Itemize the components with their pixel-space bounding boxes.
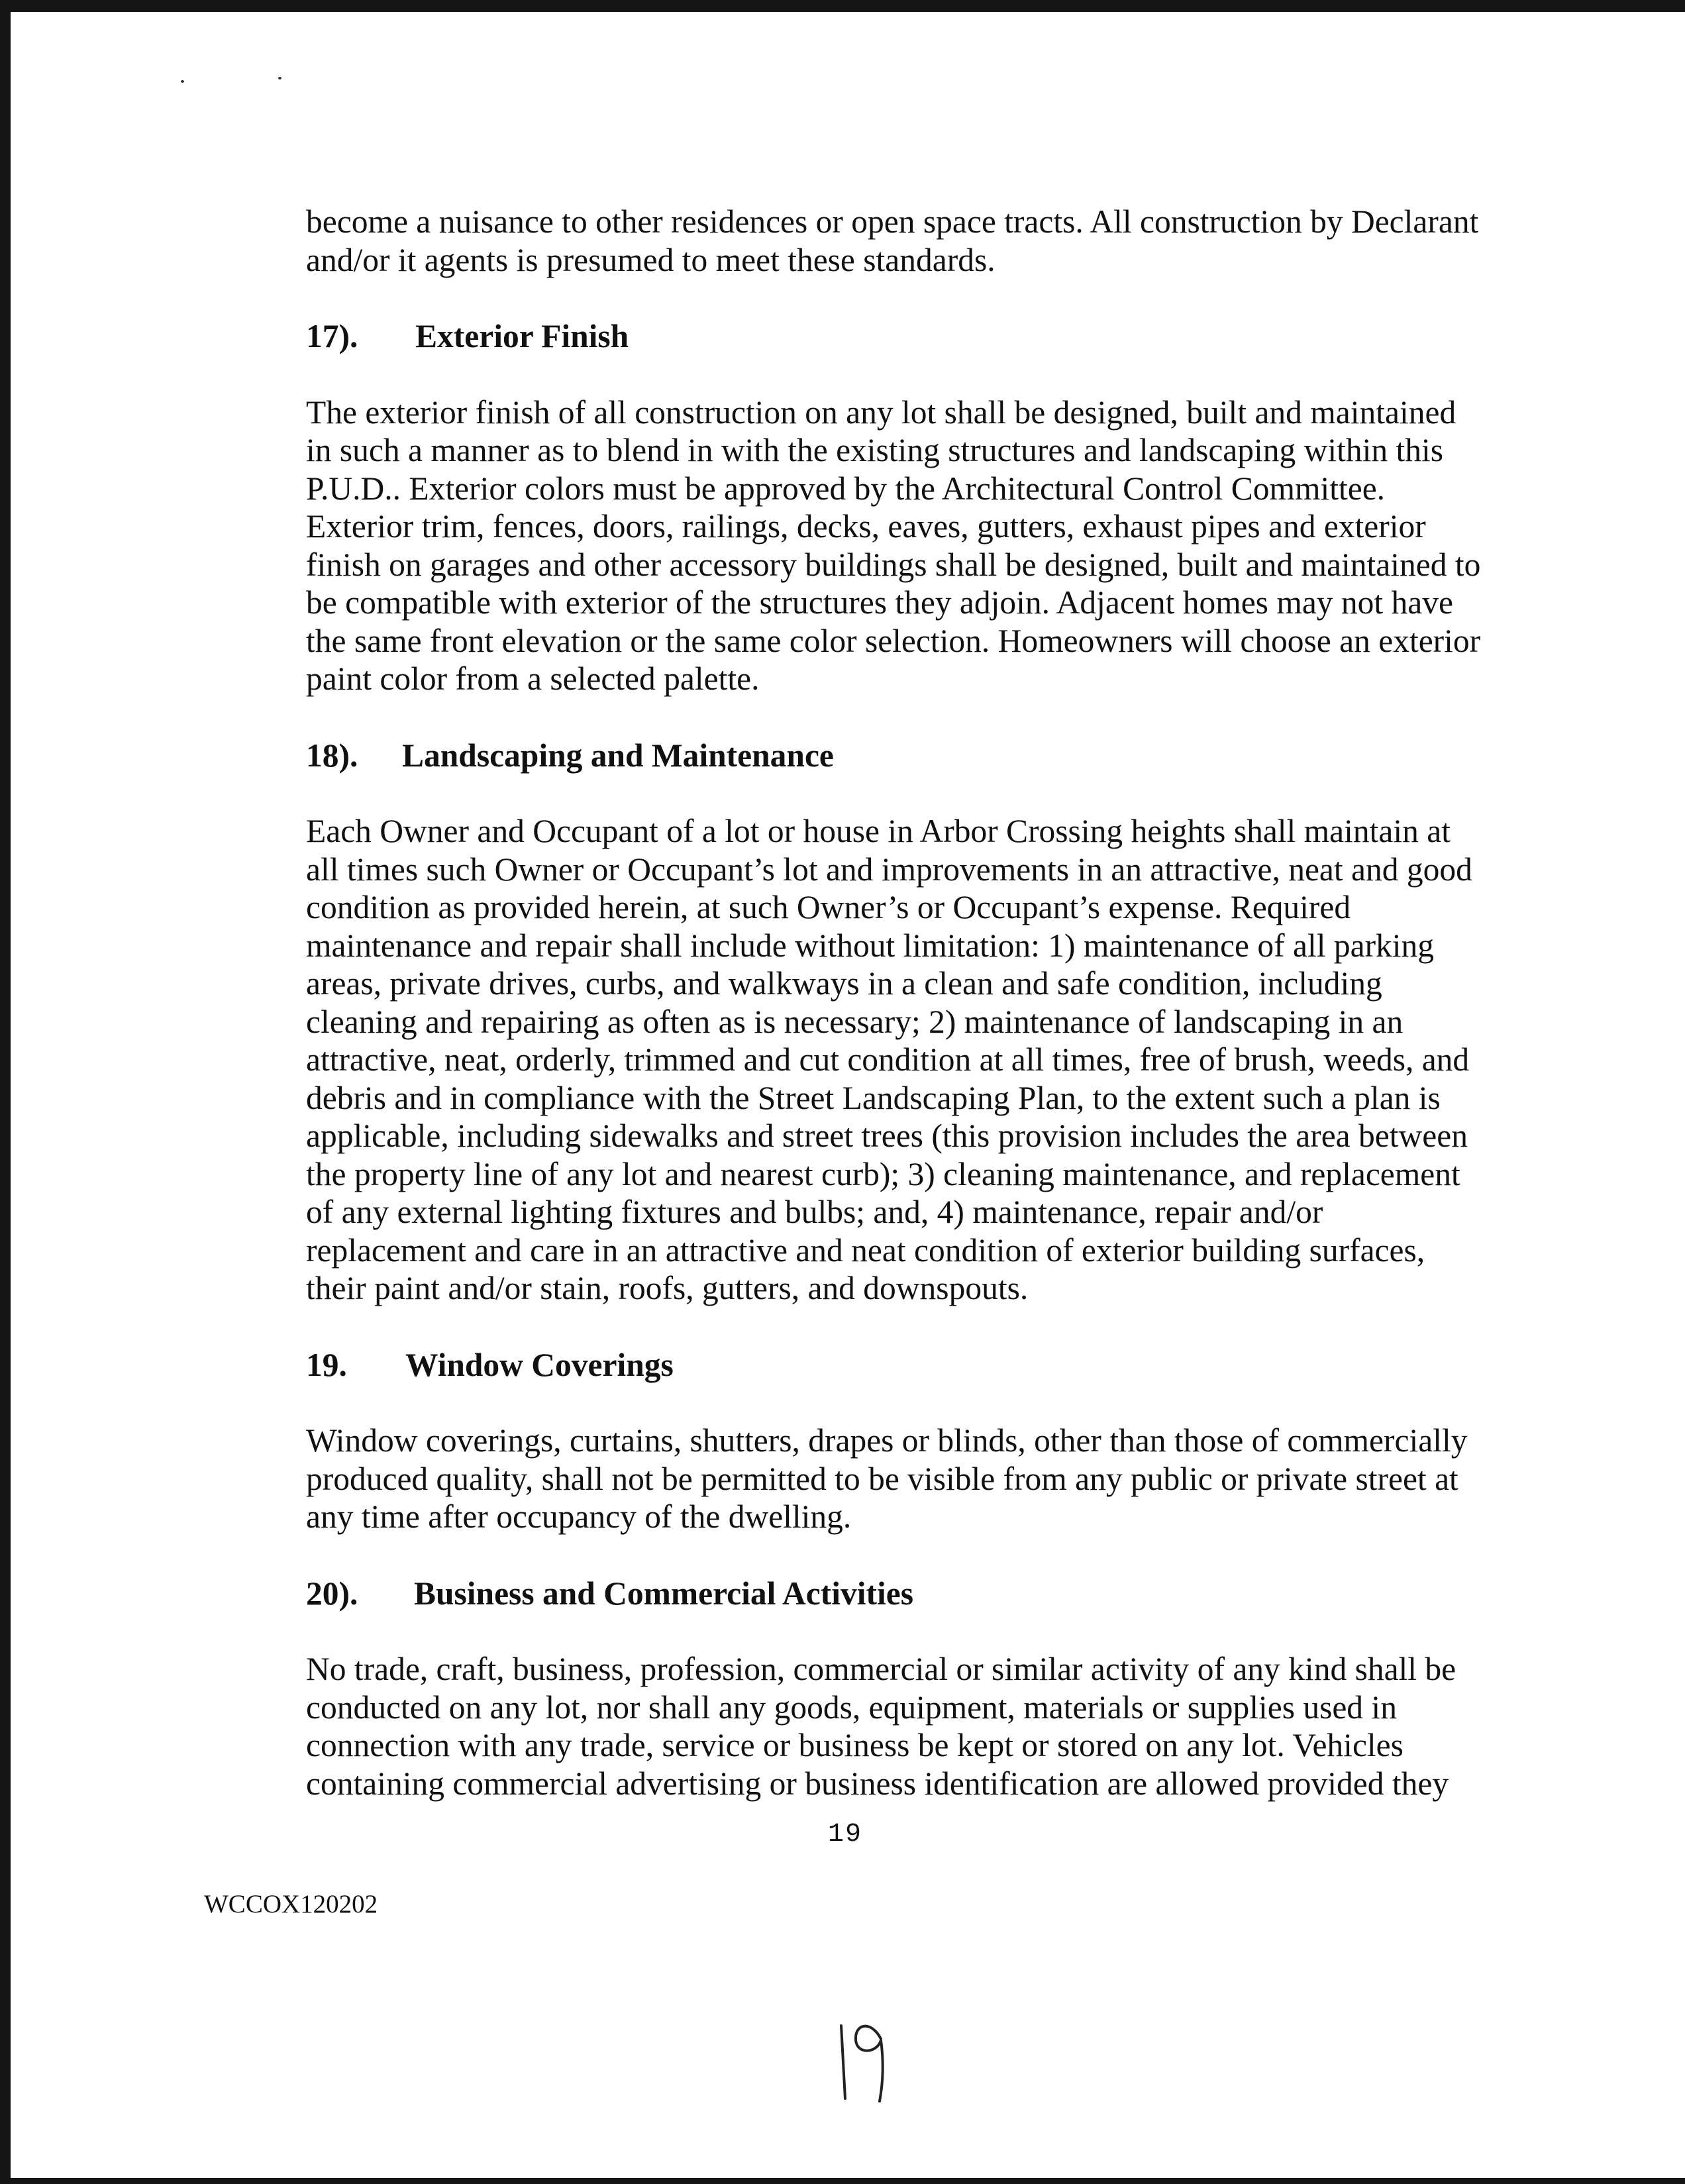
section-18-number: 18). xyxy=(306,737,358,774)
section-19-heading xyxy=(306,1346,1505,1384)
document-body xyxy=(306,203,1505,1802)
section-19-number: 19. xyxy=(306,1346,347,1383)
section-17-heading xyxy=(306,317,1505,356)
section-20-title: Business and Commercial Activities xyxy=(414,1575,913,1612)
scan-speck xyxy=(181,80,184,83)
scan-border-left xyxy=(0,0,11,2184)
section-19-body: Window coverings, curtains, shutters, drapes or blinds, other than those of commercially produced quality, shall not be permitted to be visible from any public or private street at any time after occupancy of the dwelling. xyxy=(306,1422,1468,1535)
section-18-heading xyxy=(306,737,1505,775)
section-20-heading xyxy=(306,1575,1505,1613)
scan-border-top xyxy=(0,0,1685,12)
page-number: 19 xyxy=(828,1820,863,1849)
intro-paragraph: become a nuisance to other residences or open space tracts. All construction by Declarant and/or it agents is presumed to meet these standards. xyxy=(306,203,1479,278)
section-20-body: No trade, craft, business, profession, commercial or similar activity of any kind shall be conducted on any lot, nor shall any goods, equipment, materials or supplies used in connection with any trade, service or business be kept or stored on any lot. Vehicles containing commercial advertising or business identification are allowed provided they xyxy=(306,1651,1456,1802)
scan-speck xyxy=(278,77,281,79)
section-17-title: Exterior Finish xyxy=(415,318,629,354)
section-19-title: Window Coverings xyxy=(405,1346,674,1383)
scan-border-bottom xyxy=(0,2178,1685,2184)
section-18-body: Each Owner and Occupant of a lot or house in Arbor Crossing heights shall maintain at all times such Owner or Occupant’s lot and improvements in an attractive, neat and good condition as provided herein, at such Owner’s or Occupant’s expense. Required maintenance and repair shall include without limitation: 1) maintenance of all parking areas, private drives, curbs, and walkways in a clean and safe condition, including cleaning and repairing as often as is necessary; 2) maintenance of landscaping in an attractive, neat, orderly, trimmed and cut condition at all times, free of brush, weeds, and debris and in compliance with the Street Landscaping Plan, to the extent such a plan is applicable, including sidewalks and street trees (this provision includes the area between the property line of any lot and nearest curb); 3) cleaning maintenance, and replacement of any external lighting fixtures and bulbs; and, 4) maintenance, repair and/or replacement and care in an attractive and neat condition of exterior building surfaces, their paint and/or stain, roofs, gutters, and downspouts. xyxy=(306,813,1472,1306)
document-id: WCCOX120202 xyxy=(204,1890,378,1918)
section-18-title: Landscaping and Maintenance xyxy=(402,737,834,774)
section-17-body: The exterior finish of all construction on any lot shall be designed, built and maintained in such a manner as to blend in with the existing structures and landscaping within this P.U.D.. Exterior colors must be approved by the Architectural Control Committee. Exterior trim, fences, doors, railings, decks, eaves, gutters, exhaust pipes and exterior finish on garages and other accessory buildings shall be designed, built and maintained to be compatible with exterior of the structures they adjoin. Adjacent homes may not have the same front elevation or the same color selection. Homeowners will choose an exterior paint color from a selected palette. xyxy=(306,393,1481,697)
handwritten-page-number xyxy=(833,2014,893,2106)
section-20-number: 20). xyxy=(306,1575,358,1612)
section-17-number: 17). xyxy=(306,318,358,354)
